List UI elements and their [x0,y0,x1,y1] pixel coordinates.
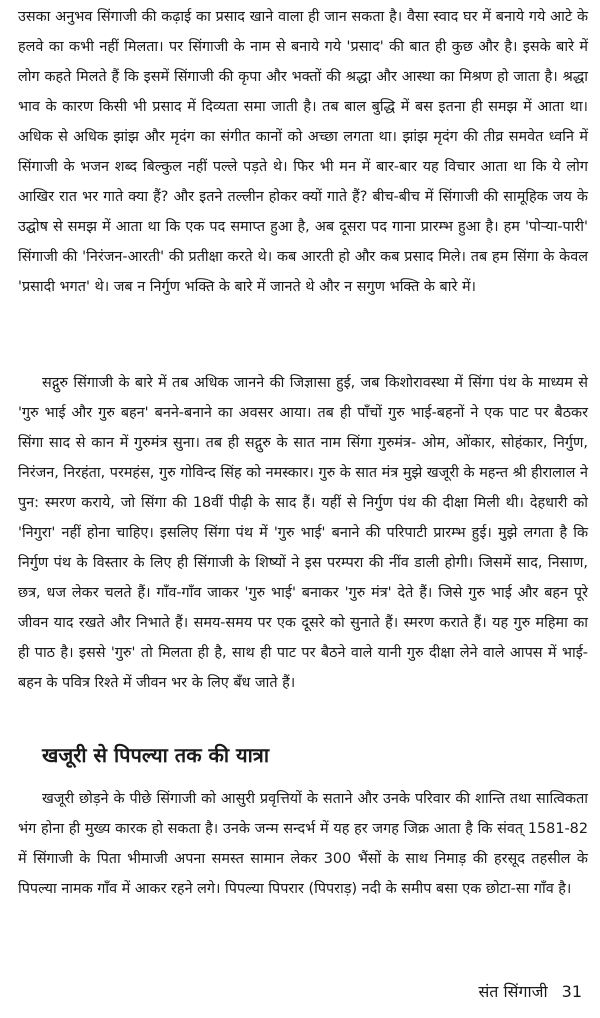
page-number: 31 [561,982,582,1001]
paragraph-3: खजूरी छोड़ने के पीछे सिंगाजी को आसुरी प्रवृत्तियों के सताने और उनके परिवार की शान्ति तथा सात्विकता भंग होना ही मुख्य कारक हो सकता है। उनके जन्म सन्दर्भ में यह हर जगह जिक्र आता है कि संवत् 1581-82 में सिंगाजी के पिता भीमाजी अपना समस्त सामान लेकर 300 भैंसों के साथ निमाड़ की हरसूद तहसील के पिपल्या नामक गाँव में आकर रहने लगे। पिपल्या पिपरार (पिपराड़) नदी के समीप बसा एक छोटा-सा गाँव है। [18,791,588,897]
section-heading: खजूरी से पिपल्या तक की यात्रा [42,743,270,767]
document-page [18,0,588,1018]
running-title: संत सिंगाजी [478,982,548,1001]
paragraph-2: सद्गुरु सिंगाजी के बारे में तब अधिक जानने की जिज्ञासा हुई, जब किशोरावस्था में सिंगा पंथ के माध्यम से 'गुरु भाई और गुरु बहन' बनने-बनाने का अवसर आया। तब ही पाँचों गुरु भाई-बहनों ने एक पाट पर बैठकर सिंगा साद से कान में गुरुमंत्र सुना। तब ही सद्गुरु के सात नाम सिंगा गुरुमंत्र- ओम, ओंकार, सोहंकार, निर्गुण, निरंजन, निरहंता, परमहंस, गुरु गोविन्द सिंह को नमस्कार। गुरु के सात मंत्र मुझे खजूरी के महन्त श्री हीरालाल ने पुन: स्मरण कराये, जो सिंगा की 18वीं पीढ़ी के साद हैं। यहीं से निर्गुण पंथ की दीक्षा मिली थी। देहधारी को 'निगुरा' नहीं होना चाहिए। इसलिए सिंगा पंथ में 'गुरु भाई' बनाने की परिपाटी प्रारम्भ हुई। मुझे लगता है कि निर्गुण पंथ के विस्तार के लिए ही सिंगाजी के शिष्यों ने इस परम्परा की नींव डाली होगी। जिसमें साद, निसाण, छत्र, धज लेकर चलते हैं। गाँव-गाँव जाकर 'गुरु भाई' बनाकर 'गुरु मंत्र' देते हैं। जिसे गुरु भाई और बहन पूरे जीवन याद रखते और निभाते हैं। समय-समय पर एक दूसरे को सुनाते हैं। स्मरण कराते हैं। यह गुरु महिमा का ही पाठ है। इससे 'गुरु' तो मिलता ही है, साथ ही पाट पर बैठने वाले यानी गुरु दीक्षा लेने वाले आपस में भाई-बहन के पवित्र रिश्ते में जीवन भर के लिए बँध जाते हैं। [18,375,588,691]
paragraph-1: उसका अनुभव सिंगाजी की कढ़ाई का प्रसाद खाने वाला ही जान सकता है। वैसा स्वाद घर में बनाये गये आटे के हलवे का कभी नहीं मिलता। पर सिंगाजी के नाम से बनाये गये 'प्रसाद' की बात ही कुछ और है। इसके बारे में लोग कहते मिलते हैं कि इसमें सिंगाजी की कृपा और भक्तों की श्रद्धा और आस्था का मिश्रण हो जाता है। श्रद्धा भाव के कारण किसी भी प्रसाद में दिव्यता समा जाती है। तब बाल बुद्धि में बस इतना ही समझ में आता था। अधिक से अधिक झांझ और मृदंग का संगीत कानों को अच्छा लगता था। झांझ मृदंग की तीव्र समवेत ध्वनि में सिंगाजी के भजन शब्द बिल्कुल नहीं पल्ले पड़ते थे। फिर भी मन में बार-बार यह विचार आता था कि ये लोग आखिर रात भर गाते क्या हैं? और इतने तल्लीन होकर क्यों गाते हैं? बीच-बीच में सिंगाजी की सामूहिक जय के उद्घोष से समझ में आता था कि एक पद समाप्त हुआ है, अब दूसरा पद गाना प्रारम्भ हुआ है। हम 'पोर्‍या-पारी' सिंगाजी की 'निरंजन-आरती' की प्रतीक्षा करते थे। कब आरती हो और कब प्रसाद मिले। तब हम सिंगा के केवल 'प्रसादी भगत' थे। जब न निर्गुण भक्ति के बारे में जानते थे और न सगुण भक्ति के बारे में। [18,9,588,295]
page-footer [478,980,582,1004]
